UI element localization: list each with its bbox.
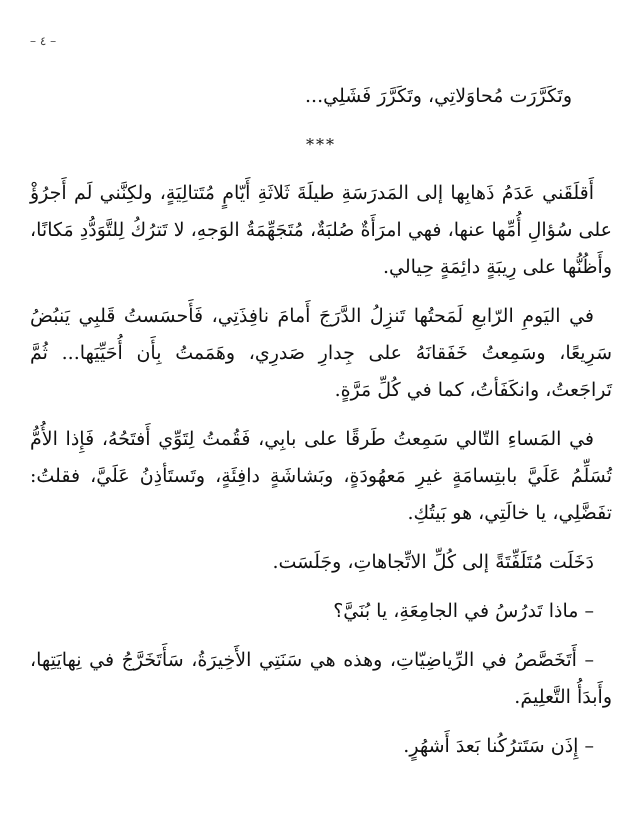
- section-separator: ***: [306, 135, 336, 154]
- opening-line: وتَكَرَّرَت مُحاوَلاتِي، وتَكَرَّرَ فَشَلِي...: [304, 85, 572, 107]
- paragraph: في اليَومِ الرّابعِ لَمَحتُها تَنزِلُ الدَّرَجَ أَمامَ نافِذَتِي، فَأَحسَستُ قَلبِي يَنبُضُ سَرِيعًا، وسَمِعتُ خَفَقانَهُ على جِدارِ صَدرِي، وهَمَمتُ بِأَن أُحَيِّيَها... ثُمَّ تَراجَعتُ، وانكَفَأتُ، كما في كُلِّ مَرَّةٍ.: [30, 305, 612, 401]
- story-text: [30, 78, 612, 777]
- paragraph: دَخَلَت مُتَلَفِّتَةً إلى كُلِّ الاتِّجاهاتِ، وجَلَسَت.: [272, 551, 594, 573]
- dialogue-line: – ماذا تَدرُسُ في الجامِعَةِ، يا بُنَيَّ؟: [333, 600, 594, 622]
- dialogue-line: – إِذَن سَتَترُكُنا بَعدَ أَشهُرٍ.: [403, 735, 594, 757]
- paragraph: أَقلَقَني عَدَمُ ذَهابِها إلى المَدرَسَةِ طيلَةَ ثَلاثَةِ أَيّامٍ مُتَتالِيَةٍ، ولكِنَّني لَم أَجرُؤْ على سُؤالِ أُمِّها عنها، فهي امرَأَةٌ صُلبَةٌ، مُتَجَهِّمَةُ الوَجهِ، لا تَترُكُ لِلتَّوَدُّدِ مَكانًا، وأَظُنُّها على رِيبَةٍ دائِمَةٍ حِيالي.: [30, 182, 612, 278]
- paragraph: في المَساءِ التّالي سَمِعتُ طَرقًا على بابِي، فَقُمتُ لِتَوِّي أَفتَحُهُ، فَإِذا الأُمُّ تُسَلِّمُ عَلَيَّ بابتِسامَةٍ غيرِ مَعهُودَةٍ، وبَشاشَةٍ دافِئَةٍ، وتَستَأذِنُ عَلَيَّ، فقلتُ: تفَضَّلِي، يا خالَتِي، هو بَيتُكِ.: [30, 428, 612, 524]
- page-number: – ٤ –: [30, 34, 57, 48]
- dialogue-line: – أَتَخَصَّصُ في الرِّياضِيّاتِ، وهذه هي سَنَتِي الأَخِيرَةُ، سَأَتَخَرَّجُ في نِهايَتِها، وأَبدَأُ التَّعلِيمَ.: [30, 649, 612, 708]
